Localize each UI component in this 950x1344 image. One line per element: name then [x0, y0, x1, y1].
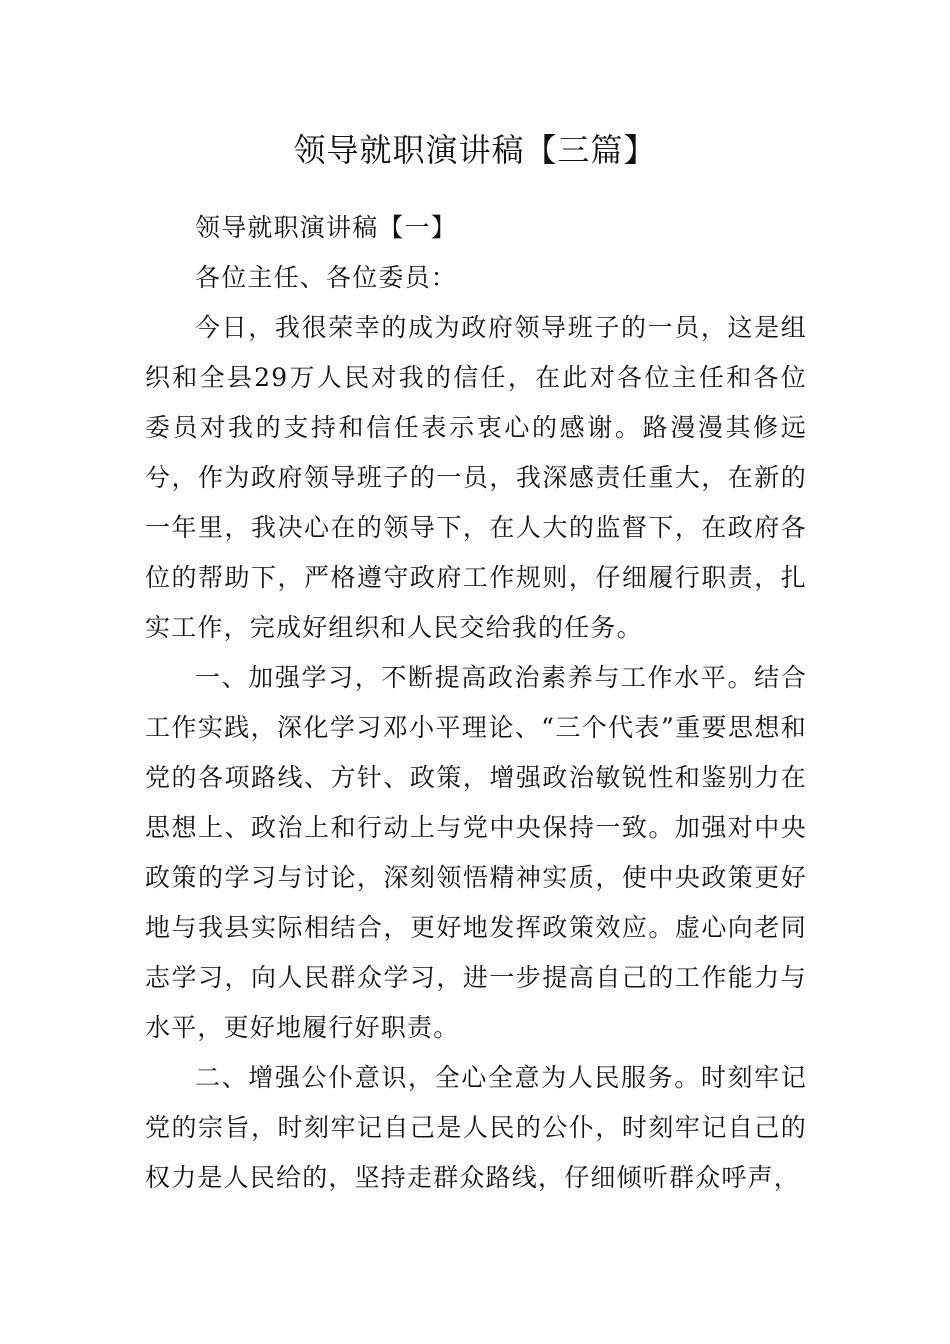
paragraph-point-two: 二、增强公仆意识，全心全意为人民服务。时刻牢记党的宗旨，时刻牢记自己是人民的公仆，时刻牢记自己的权力是人民给的，坚持走群众路线，仔细倾听群众呼声，: [145, 1063, 807, 1192]
document-body: [145, 203, 807, 1203]
paragraph-intro: 今日，我很荣幸的成为政府领导班子的一员，这是组织和全县29万人民对我的信任，在此对各位主任和各位委员对我的支持和信任表示衷心的感谢。路漫漫其修远兮，作为政府领导班子的一员，我深感责任重大，在新的一年里，我决心在的领导下，在人大的监督下，在政府各位的帮助下，严格遵守政府工作规则，仔细履行职责，扎实工作，完成好组织和人民交给我的任务。: [145, 313, 807, 642]
paragraph-point-one: 一、加强学习，不断提高政治素养与工作水平。结合工作实践，深化学习邓小平理论、“三个代表”重要思想和党的各项路线、方针、政策，增强政治敏锐性和鉴别力在思想上、政治上和行动上与党中央保持一致。加强对中央政策的学习与讨论，深刻领悟精神实质，使中央政策更好地与我县实际相结合，更好地发挥政策效应。虚心向老同志学习，向人民群众学习，进一步提高自己的工作能力与水平，更好地履行好职责。: [145, 663, 807, 1042]
section-heading: 领导就职演讲稿【一】: [195, 213, 458, 242]
document-title: 领导就职演讲稿【三篇】: [293, 131, 657, 169]
salutation: 各位主任、各位委员：: [195, 263, 458, 292]
